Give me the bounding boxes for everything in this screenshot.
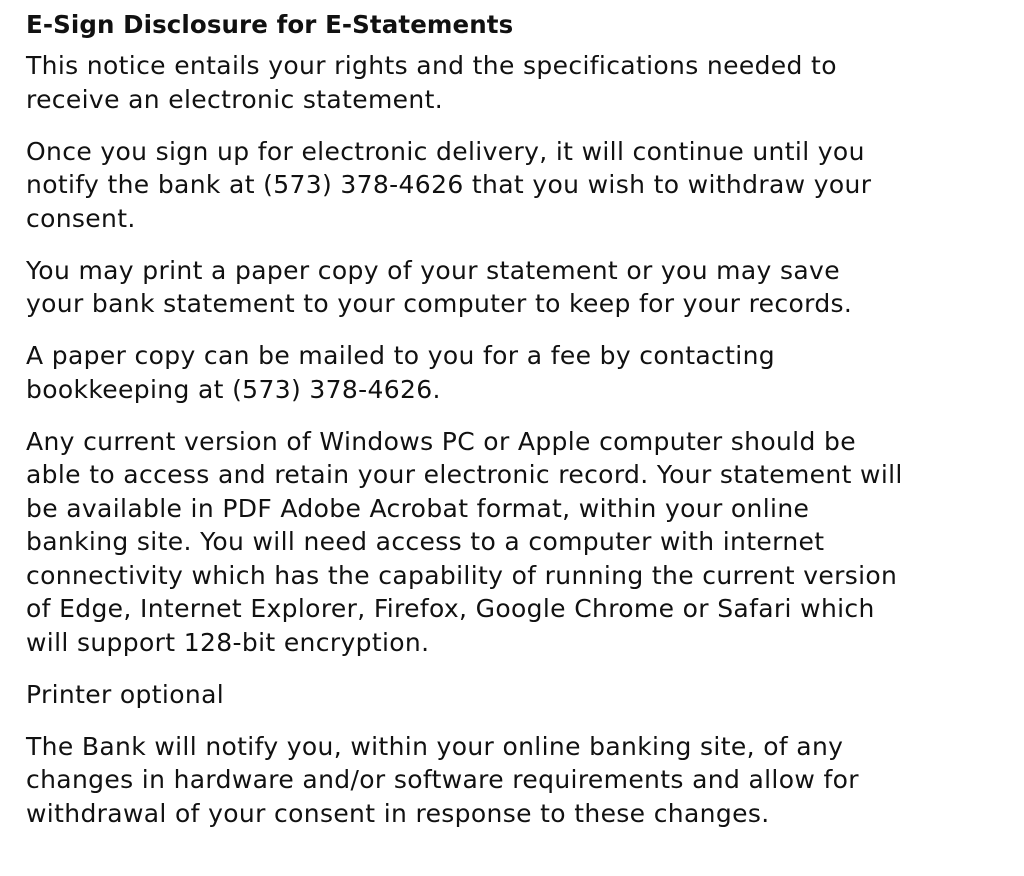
paragraph-line: withdrawal of your consent in response to these changes.: [26, 798, 770, 828]
paragraph-line: bookkeeping at (573) 378-4626.: [26, 374, 441, 404]
paragraph-line: banking site. You will need access to a computer with internet: [26, 527, 825, 556]
paragraph-line: Once you sign up for electronic delivery, it will continue until you: [26, 136, 865, 166]
paragraph-line: connectivity which has the capability of running the current version: [26, 560, 898, 590]
paragraph-line: able to access and retain your electronic record. Your statement will: [26, 460, 903, 489]
paragraph-printer-optional: [26, 678, 1001, 712]
paragraph-line: A paper copy can be mailed to you for a fee by contacting: [26, 341, 775, 370]
paragraph-line: You may print a paper copy of your statement or you may save: [26, 255, 840, 285]
paragraph-line: of Edge, Internet Explorer, Firefox, Google Chrome or Safari which: [26, 594, 875, 623]
document-title: E-Sign Disclosure for E-Statements: [26, 10, 514, 39]
paragraph-line: Any current version of Windows PC or Apple computer should be: [26, 426, 856, 456]
paragraph-line: will support 128-bit encryption.: [26, 627, 430, 657]
paragraph-line: This notice entails your rights and the specifications needed to: [26, 51, 837, 80]
paragraph-line: your bank statement to your computer to keep for your records.: [26, 289, 853, 318]
paragraph-paper-copy: [26, 339, 1001, 406]
paragraph-line: consent.: [26, 203, 136, 233]
paragraph-print-or-save: [26, 254, 1001, 321]
paragraph-line: receive an electronic statement.: [26, 84, 444, 114]
paragraph-line: changes in hardware and/or software requirements and allow for: [26, 765, 859, 794]
paragraph-notification-of-changes: [26, 730, 1001, 831]
paragraph-electronic-delivery: [26, 135, 1001, 236]
paragraph-rights-notice: [26, 49, 1001, 116]
paragraph-line: Printer optional: [26, 679, 225, 709]
paragraph-line: notify the bank at (573) 378-4626 that you wish to withdraw your: [26, 170, 872, 199]
paragraph-line: be available in PDF Adobe Acrobat format, within your online: [26, 493, 810, 523]
paragraph-system-requirements: [26, 425, 1001, 660]
paragraph-line: The Bank will notify you, within your online banking site, of any: [26, 731, 844, 761]
disclosure-document: [26, 8, 1001, 849]
